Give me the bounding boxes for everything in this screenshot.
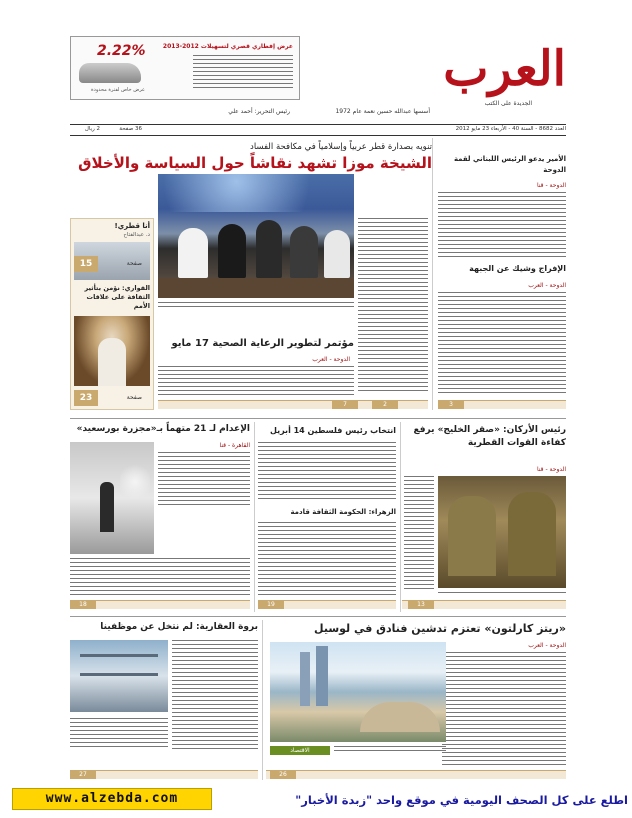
conference-body <box>158 366 354 396</box>
row3-s1-section: الاقتصاد <box>270 746 330 755</box>
row2-s2-page[interactable]: 19 <box>258 600 284 609</box>
row2-s1-body <box>438 592 566 596</box>
lead-body-right <box>358 218 428 394</box>
promo2-page[interactable]: 23 <box>74 390 98 406</box>
smoke <box>120 462 150 502</box>
person-figure-4 <box>290 226 318 278</box>
tower-1 <box>300 652 310 706</box>
row3-s1-photo[interactable] <box>270 642 446 742</box>
row3-s1-caption <box>334 746 446 754</box>
row2-rule <box>70 418 566 419</box>
row2-s1-page[interactable]: 13 <box>408 600 434 609</box>
lead-kicker[interactable]: تنويه بصدارة قطر عربياً وإسلامياً في مكافحة الفساد <box>250 142 432 152</box>
stage-floor <box>158 278 354 298</box>
row2-s3-footer <box>70 600 250 609</box>
promo2-title[interactable]: القواري: نؤمن بتأثير الثقافة على علاقات الأمم <box>84 284 150 310</box>
row3-rule <box>70 616 566 617</box>
masthead-logo: العرب <box>443 41 566 97</box>
footer-url[interactable]: www.alzebda.com <box>45 791 179 806</box>
row2-s1-loc: الدوحة - قنا <box>537 466 566 473</box>
ad-offer: عرض إفطاري قصري لتسهيلات 2012-2013 <box>162 43 293 50</box>
right-story2-headline[interactable]: الإفراج وشيك عن الجبهة <box>469 264 566 273</box>
right-story2-loc: الدوحة - العرب <box>528 282 566 289</box>
row2-s1-headline[interactable]: رئيس الأركان: «صقر الخليج» يرفع كفاءة القوات القطرية <box>413 425 566 448</box>
ad-badge: 2.22% <box>97 43 146 59</box>
row2-s2-headline[interactable]: انتخاب رئيس فلسطين 14 أبريل <box>269 426 396 435</box>
row3-s2-body <box>172 640 258 750</box>
right-story1-body <box>438 192 566 258</box>
ad-line: عرض خاص لفترة محدودة <box>91 87 145 93</box>
tower-2 <box>316 646 328 706</box>
row2-s3-photo[interactable] <box>70 442 154 554</box>
row3-divider <box>262 620 263 780</box>
row3-s2-headline[interactable]: بروة العقارية: لم نتخل عن موظفينا <box>100 622 258 632</box>
info-pages: 36 صفحة <box>119 126 142 132</box>
col-divider <box>432 138 433 410</box>
promo1-title[interactable]: أنا قطري! <box>114 222 150 230</box>
conference-loc: الدوحة - العرب <box>312 356 350 363</box>
footer-url-box[interactable] <box>12 788 212 810</box>
promo2-page-label: صفحة <box>126 394 142 401</box>
right-page-ref[interactable]: 3 <box>438 400 464 409</box>
row3-s1-loc: الدوحة - العرب <box>528 642 566 649</box>
lead-photo-caption <box>158 302 354 308</box>
row2-s2-body2 <box>258 522 396 596</box>
person-figure-1 <box>178 228 208 278</box>
masthead-founder: أسسها عبدالله حسين نعمة عام 1972 <box>335 108 430 115</box>
row3-s1-headline[interactable]: «ريتز كارلتون» تعتزم تدشين فنادق في لوسيل <box>314 622 566 635</box>
right-story1-loc: الدوحة - قنا <box>537 182 566 189</box>
row2-s3-body <box>158 452 250 508</box>
info-rule-top <box>70 124 566 125</box>
info-rule-bottom <box>70 135 566 136</box>
lead-page-ref[interactable]: 2 <box>372 400 398 409</box>
person-figure-5 <box>324 230 350 278</box>
masthead-editor: رئيس التحرير: أحمد علي <box>228 108 290 115</box>
lead-photo[interactable] <box>158 174 354 298</box>
soldier-figure-2 <box>508 492 556 576</box>
row3-s1-body <box>442 652 566 766</box>
right-story2-body <box>438 292 566 394</box>
top-advertisement[interactable] <box>70 36 300 100</box>
promo1-author: د. عبدالفتاح <box>123 232 150 238</box>
promo1-page[interactable]: 15 <box>74 256 98 272</box>
info-price: 2 ريال <box>84 126 100 132</box>
row2-divider-1 <box>400 422 401 612</box>
soldier-figure-1 <box>448 496 496 576</box>
person-figure-2 <box>218 224 246 278</box>
row2-s1-photo[interactable] <box>438 476 566 588</box>
row2-s2-sub[interactable]: الزهراء: الحكومة الثقافة قادمة <box>290 508 396 516</box>
person-figure <box>98 338 126 386</box>
development-area <box>360 702 440 732</box>
row2-divider-2 <box>254 422 255 612</box>
row3-s2-body2 <box>70 718 168 750</box>
lead-headline[interactable]: الشيخة موزا تشهد نقاشاً حول السياسة والأخلاق <box>78 154 432 172</box>
masthead-tagline: الجديدة على الكتب <box>484 100 532 107</box>
conference-page-ref[interactable]: 7 <box>332 400 358 409</box>
row2-s3-page[interactable]: 18 <box>70 600 96 609</box>
row3-s2-footer <box>70 770 258 779</box>
building-sign <box>80 654 158 676</box>
footer-ad-text[interactable]: اطلع على كل الصحف اليومية في موقع واحد "زبدة الأخبار" <box>295 793 628 807</box>
row2-s2-body <box>258 442 396 502</box>
person-figure <box>100 482 114 532</box>
conference-headline[interactable]: مؤتمر لتطوير الرعاية الصحية 17 مايو <box>171 338 354 349</box>
promo1-page-label: صفحة <box>126 260 142 267</box>
row3-s2-page[interactable]: 27 <box>70 770 96 779</box>
person-figure-3 <box>256 220 282 278</box>
right-story1-headline[interactable]: الأمير يدعو الرئيس اللبناني لقمة الدوحة <box>453 155 566 174</box>
ad-text-lines <box>193 55 293 89</box>
row2-s1-body2 <box>404 476 434 592</box>
row2-s3-headline[interactable]: الإعدام لـ 21 متهماً بـ«مجزرة بورسعيد» <box>76 424 250 434</box>
newspaper-page <box>62 28 574 783</box>
row2-s3-loc: القاهرة - قنا <box>219 442 250 449</box>
stage-screen <box>158 174 354 212</box>
info-issue: العدد 8682 - السنة 40 - الأربعاء 23 مايو 2012 <box>455 126 566 132</box>
promo2-photo <box>74 316 150 386</box>
row3-s1-page[interactable]: 26 <box>270 770 296 779</box>
car-image <box>79 63 141 83</box>
row3-s1-footer <box>266 770 566 779</box>
row2-s3-body2 <box>70 558 250 596</box>
row3-s2-photo[interactable] <box>70 640 168 712</box>
